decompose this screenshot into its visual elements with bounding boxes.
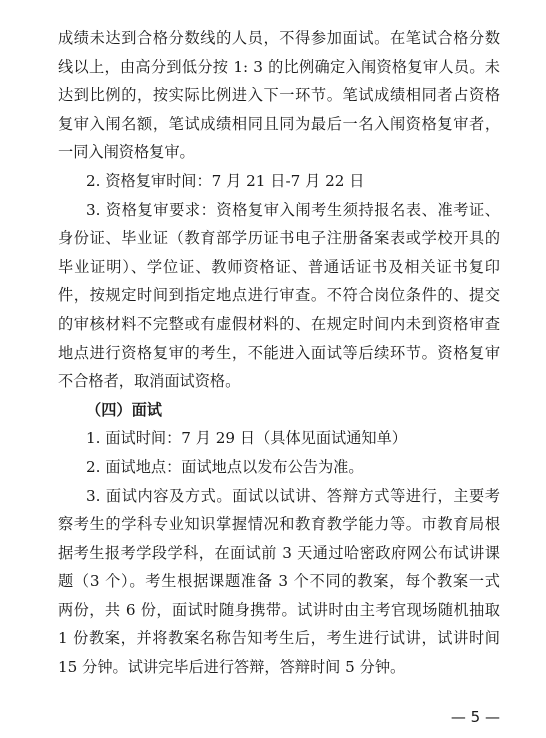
text-line: 不合格者，取消面试资格。 — [58, 372, 241, 391]
text-line: 15 分钟。试讲完毕后进行答辩，答辩时间 5 分钟。 — [58, 658, 406, 677]
text-line: 2. 资格复审时间：7 月 21 日-7 月 22 日 — [86, 171, 365, 190]
text-line: 复审入闱名额，笔试成绩相同且同为最后一名入闱资格复审者， — [58, 114, 500, 133]
text-line: 1 份教案，并将教案名称告知考生后，考生进行试讲，试讲时间 — [58, 629, 500, 648]
text-line: 2. 面试地点：面试地点以发布公告为准。 — [86, 457, 364, 476]
section-heading: （四）面试 — [86, 400, 162, 419]
text-line: 据考生报考学段学科，在面试前 3 天通过哈密政府网公布试讲课 — [58, 543, 500, 562]
page-number: — 5 — — [450, 708, 500, 726]
text-line: 一同入闱资格复审。 — [58, 143, 195, 162]
text-line: 察考生的学科专业知识掌握情况和教育教学能力等。市教育局根 — [58, 515, 500, 534]
text-line: 3. 资格复审要求：资格复审入闱考生须持报名表、准考证、 — [86, 200, 500, 219]
text-line: 题（3 个）。考生根据课题准备 3 个不同的教案，每个教案一式 — [58, 572, 500, 591]
text-line: 毕业证明）、学位证、教师资格证、普通话证书及相关证书复印 — [58, 257, 500, 276]
text-line: 地点进行资格复审的考生，不能进入面试等后续环节。资格复审 — [58, 343, 500, 362]
text-line: 的审核材料不完整或有虚假材料的、在规定时间内未到资格审查 — [58, 314, 500, 333]
text-line: 线以上，由高分到低分按 1: 3 的比例确定入闱资格复审人员。未 — [58, 57, 500, 76]
text-line: 两份，共 6 份，面试时随身携带。试讲时由主考官现场随机抽取 — [58, 600, 500, 619]
text-line: 成绩未达到合格分数线的人员，不得参加面试。在笔试合格分数 — [58, 29, 500, 47]
body-text — [58, 24, 500, 682]
text-line: 1. 面试时间：7 月 29 日（具体见面试通知单） — [86, 429, 407, 448]
text-line: 身份证、毕业证（教育部学历证书电子注册备案表或学校开具的 — [58, 229, 500, 248]
text-line: 3. 面试内容及方式。面试以试讲、答辩方式等进行，主要考 — [86, 486, 500, 505]
text-line: 件，按规定时间到指定地点进行审查。不符合岗位条件的、提交 — [58, 286, 500, 305]
text-line: 达到比例的，按实际比例进入下一环节。笔试成绩相同者占资格 — [58, 86, 500, 105]
